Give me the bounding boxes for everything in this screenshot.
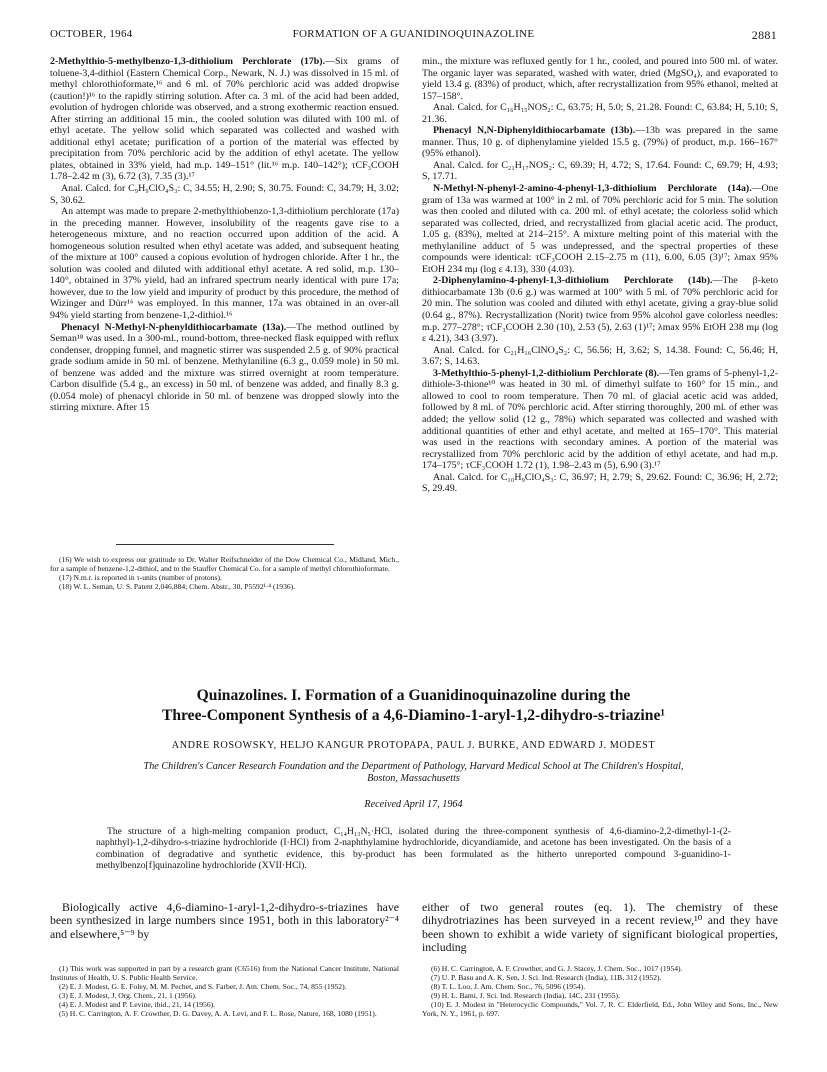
paragraph-text: —13b was prepared in the same manner. Thus, 10 g. of diphenylamine yielded 15.5 g. (79%) of product, m.p. 166–167° (95% ethanol). (422, 125, 778, 160)
paragraph (50, 322, 399, 414)
page-number: 2881 (751, 28, 777, 42)
article-title-line: Quinazolines. I. Formation of a Guanidinoquinazoline during the (196, 687, 631, 704)
compound-heading: Phenacyl N,N-Diphenyldithiocarbamate (13b). (433, 125, 636, 137)
paragraph-text: —The β-keto dithiocarbamate 13b (0.6 g.) was warmed at 100° with 5 ml. of 70% perchloric acid for 20 min. The solution was cooled and diluted with ethyl acetate, giving a gray-blue solid (0.64 g., 87%). Recrystallization (Norit) twice from 95% alcohol gave colorless needles: m.p. 277–278°; τCF₃COOH 2.30 (10), 2.53 (5), 2.63 (1)¹⁷; λmax 95% EtOH 238 mμ (log ε 4.21), 343 (3.97). (422, 275, 779, 345)
affiliation-line: The Children's Cancer Research Foundation and the Department of Pathology, Harvard Medical School at The Children's Hospital, (143, 761, 684, 772)
introduction-right: either of two general routes (eq. 1). The chemistry of these dihydrotriazines has been surveyed in a recent review,¹⁰ and they have been shown to exhibit a wide variety of significant biological properties, including (422, 900, 778, 955)
paragraph (422, 368, 778, 472)
footnotes-bottom-right (422, 964, 778, 1018)
paragraph-text: —Six grams of toluene-3,4-dithiol (Eastern Chemical Corp., Newark, N. J.) was dissolved in 15 ml. of methyl chlorothioformate,¹⁶ and 6 ml. of 70% perchloric acid was added dropwise (caution!)¹⁶ to the rapidly stirring solution. After ca. 3 ml. of the acid had been added, evolution of hydrogen chloride was observed, and a strong exothermic reaction ensued. After stirring an additional 15 min., the cooled solution was diluted with 100 ml. of ethyl acetate. The yellow solid which separated was collected and washed with additional ethyl acetate; purification of a portion of the material was effected by precipitation from 70% perchloric acid by the addition of ethyl acetate. The yellow plates, obtained in 33% yield, had m.p. 149–151° (lit.¹⁶ m.p. 140–142°); τCF₃COOH 1.78–2.42 m (3), 6.72 (3), 7.35 (3).¹⁷ (50, 56, 399, 183)
paragraph (50, 206, 399, 321)
left-column (50, 56, 399, 414)
compound-heading: Phenacyl N-Methyl-N-phenyldithiocarbamate (13a). (61, 321, 287, 333)
footnote: (9) H. L. Bami, J. Sci. Ind. Research (India), 14C, 231 (1955). (431, 991, 620, 1001)
paragraph-text: Anal. Calcd. for C₉H₉ClO₄S₃: C, 34.55; H, 2.90; S, 30.75. Found: C, 34.79; H, 3.02; S, 30.62. (50, 183, 399, 206)
affiliation (70, 761, 757, 785)
paragraph-text: —The method outlined by Seman¹⁸ was used. In a 300-ml., round-bottom, three-necked flask equipped with reflux condenser, dropping funnel, and magnetic stirrer was suspended 2.5 g. of 90% practical grade sodium amide in 50 ml. of benzene. Methylaniline (6.3 g., 0.059 mole) in 50 ml. of benzene was added and the mixture was stirred overnight at room temperature. Carbon disulfide (5.4 g., an excess) in 50 ml. of benzene was added, and finally 8.3 g. (0.054 mole) of phenacyl chloride in 50 ml. of benzene was dropped slowly into the stirring mixture. After 15 (50, 321, 399, 414)
compound-heading: N-Methyl-N-phenyl-2-amino-4-phenyl-1,3-dithiolium Perchlorate (14a). (433, 183, 752, 195)
footnote: (17) N.m.r. is reported in τ-units (number of protons). (59, 573, 222, 583)
footnotes-left (50, 555, 399, 591)
received-date: Received April 17, 1964 (364, 799, 463, 810)
paragraph-text: An attempt was made to prepare 2-methylthiobenzo-1,3-dithiolium perchlorate (17a) in the preceding manner. However, insolubility of the reagents gave rise to a heterogeneous mixture, and no reaction occurred upon addition of the acid. A homogeneous solution resulted when ethyl acetate was added, and subsequent heating of the mixture at 100° caused a copious evolution of hydrogen chloride. After 1 hr., the solution was cooled and diluted with additional ethyl acetate. A red solid, m.p. 130–140°, obtained in 37% yield, had an infrared spectrum nearly identical with pure 17a; however, due to the low yield and impurity of product by this procedure, the method of Wizinger and Dürr¹⁶ was employed. In this manner, 17a was obtained in an over-all 94% yield starting from benzene-1,2-dithiol.¹⁶ (50, 206, 399, 322)
paragraph (422, 125, 778, 160)
article-title (40, 686, 787, 726)
paragraph-text: Anal. Calcd. for C₂₁H₁₆ClNO₄S₂: C, 56.56; H, 3.62; S, 14.38. Found: C, 56.46; H, 3.67; S, 14.63. (422, 344, 778, 368)
affiliation-line: Boston, Massachusetts (367, 773, 460, 785)
footnote: (16) We wish to express our gratitude to Dr. Walter Reifschneider of the Dow Chemical Co., Midland, Mich., for a sample of benzene-1,2-dithiol, and to the Stauffer Chemical Co. for a sample of methyl chlorothioformate. (50, 555, 399, 574)
paragraph-text: Anal. Calcd. for C₂₁H₁₇NOS₂: C, 69.39; H, 4.72; S, 17.64. Found: C, 69.79; H, 4.93; S, 17.71. (422, 159, 778, 183)
footnotes-bottom-left (50, 964, 399, 1018)
paragraph-text: —One gram of 13a was warmed at 100° in 2 ml. of 70% perchloric acid for 5 min. The solution was then cooled and diluted with ca. 200 ml. of ethyl acetate; the colorless solid which separated was collected, dried, and recrystallized from glacial acetic acid. The product, 1.05 g. (83%), melted at 214–215°. A mixture melting point of this material with the methylaniline adduct of 5 was undepressed, and the spectral properties of these compounds were identical: τCF₃COOH 2.15–2.75 m (11), 6.00, 6.05 (3)¹⁷; λmax 95% EtOH 234 mμ (log ε 4.13), 330 (4.03). (422, 183, 778, 275)
footnote: (4) E. J. Modest and P. Levine, ibid., 21, 14 (1956). (59, 1000, 216, 1010)
compound-heading: 2-Methylthio-5-methylbenzo-1,3-dithiolium Perchlorate (17b). (50, 56, 326, 67)
footnote: (3) E. J. Modest, J. Org. Chem., 21, 1 (1956). (59, 991, 197, 1001)
footnote-divider (116, 544, 334, 545)
footnote: (8) T. L. Loo, J. Am. Chem. Soc., 76, 5096 (1954). (431, 982, 586, 992)
analysis-paragraph (50, 183, 399, 206)
analysis-paragraph (422, 472, 778, 495)
paragraph-text: Anal. Calcd. for C₁₀H₉ClO₄S₃: C, 36.97; H, 2.79; S, 29.62. Found: C, 36.96; H, 2.72; S, 29.49. (422, 471, 778, 495)
footnote: (2) E. J. Modest, G. E. Foley, M. M. Pechet, and S. Farber, J. Am. Chem. Soc., 74, 855 (1952). (59, 982, 347, 992)
paragraph (422, 56, 778, 102)
running-head-date: OCTOBER, 1964 (50, 28, 133, 40)
paragraph-text: Anal. Calcd. for C₁₆H₁₅NOS₂: C, 63.75; H, 5.0; S, 21.28. Found: C, 63.84; H, 5.10; S, 21.36. (422, 102, 778, 125)
footnote: (7) U. P. Basu and A. K. Sen, J. Sci. Ind. Research (India), 11B, 312 (1952). (431, 973, 662, 983)
paragraph (50, 56, 399, 183)
abstract: The structure of a high-melting companion product, C₁₄H₁₃N₅·HCl, isolated during the three-component synthesis of 4,6-diamino-2,2-dimethyl-1-(2-naphthyl)-1,2-dihydro-s-triazine hydrochloride (I·HCl) from 2-naphthylamine hydrochloride, dicyandiamide, and acetone has been investigated. On the basis of a combination of degradative and synthetic evidence, this by-product has been formulated as the hitherto unreported compound 3-guanidino-1-methylbenzo[f]quinazoline hydrochloride (XVII·HCl). (96, 826, 731, 872)
footnote: (10) E. J. Modest in "Heterocyclic Compounds," Vol. 7, R. C. Elderfield, Ed., John Wiley and Sons, Inc., New York, N. Y., 1961, p. 697. (422, 1000, 778, 1019)
paragraph-text: min., the mixture was refluxed gently for 1 hr., cooled, and poured into 500 ml. of water. The organic layer was separated, washed with water, dried (MgSO₄), and evaporated to yield 13.4 g. (83%) of product, which, after recrystallization from 95% ethanol, melted at 157–158°. (422, 56, 778, 102)
footnote: (1) This work was supported in part by a research grant (C6516) from the National Cancer Institute, National Institutes of Health, U. S. Public Health Service. (50, 964, 399, 983)
footnote: (5) H. C. Carrington, A. F. Crowther, D. G. Davey, A. A. Levi, and F. L. Rose, Nature, 168, 1080 (1951). (59, 1009, 377, 1019)
introduction-left: Biologically active 4,6-diamino-1-aryl-1,2-dihydro-s-triazines have been synthesized in large numbers since 1951, both in this laboratory²⁻⁴ and elsewhere,⁵⁻⁹ by (50, 900, 399, 941)
article-title-line: Three-Component Synthesis of a 4,6-Diamino-1-aryl-1,2-dihydro-s-triazine¹ (161, 707, 666, 724)
running-head-title: FORMATION OF A GUANIDINOQUINAZOLINE (292, 28, 535, 40)
analysis-paragraph (422, 345, 778, 368)
paragraph-text: —Ten grams of 5-phenyl-1,2-dithiole-3-thione¹⁰ was heated in 30 ml. of dimethyl sulfate to 160° for 15 min., and allowed to cool to room temperature. Then 70 ml. of glacial acetic acid was added, followed by 8 ml. of 70% perchloric acid. After stirring thoroughly, 200 ml. of ether was added; the yellow solid (12 g., 78%) which separated was collected and washed with additional quantities of ether and ethyl acetate, and melted at 165–170°. This material was used in the reactions with secondary amines. A portion of the material was recrystallized from 70% perchloric acid by the addition of ethyl acetate, and had m.p. 174–175°; τCF₃COOH 1.72 (1), 1.98–2.43 m (5), 6.90 (3).¹⁷ (422, 367, 778, 472)
footnote: (18) W. L. Seman, U. S. Patent 2,046,884; Chem. Abstr., 30, P5592¹·⁴ (1936). (59, 582, 296, 592)
analysis-paragraph (422, 160, 778, 183)
compound-heading: 2-Diphenylamino-4-phenyl-1,3-dithiolium Perchlorate (14b). (433, 275, 713, 287)
paragraph (422, 275, 778, 344)
footnote: (6) H. C. Carrington, A. F. Crowther, and G. J. Stacey, J. Chem. Soc., 1017 (1954). (431, 964, 683, 973)
right-column (422, 56, 778, 495)
analysis-paragraph (422, 102, 778, 125)
compound-heading: 3-Methylthio-5-phenyl-1,2-dithiolium Perchlorate (8). (433, 367, 660, 379)
paragraph (422, 183, 778, 275)
author-list: ANDRE ROSOWSKY, HELJO KANGUR PROTOPAPA, PAUL J. BURKE, AND EDWARD J. MODEST (171, 740, 656, 751)
